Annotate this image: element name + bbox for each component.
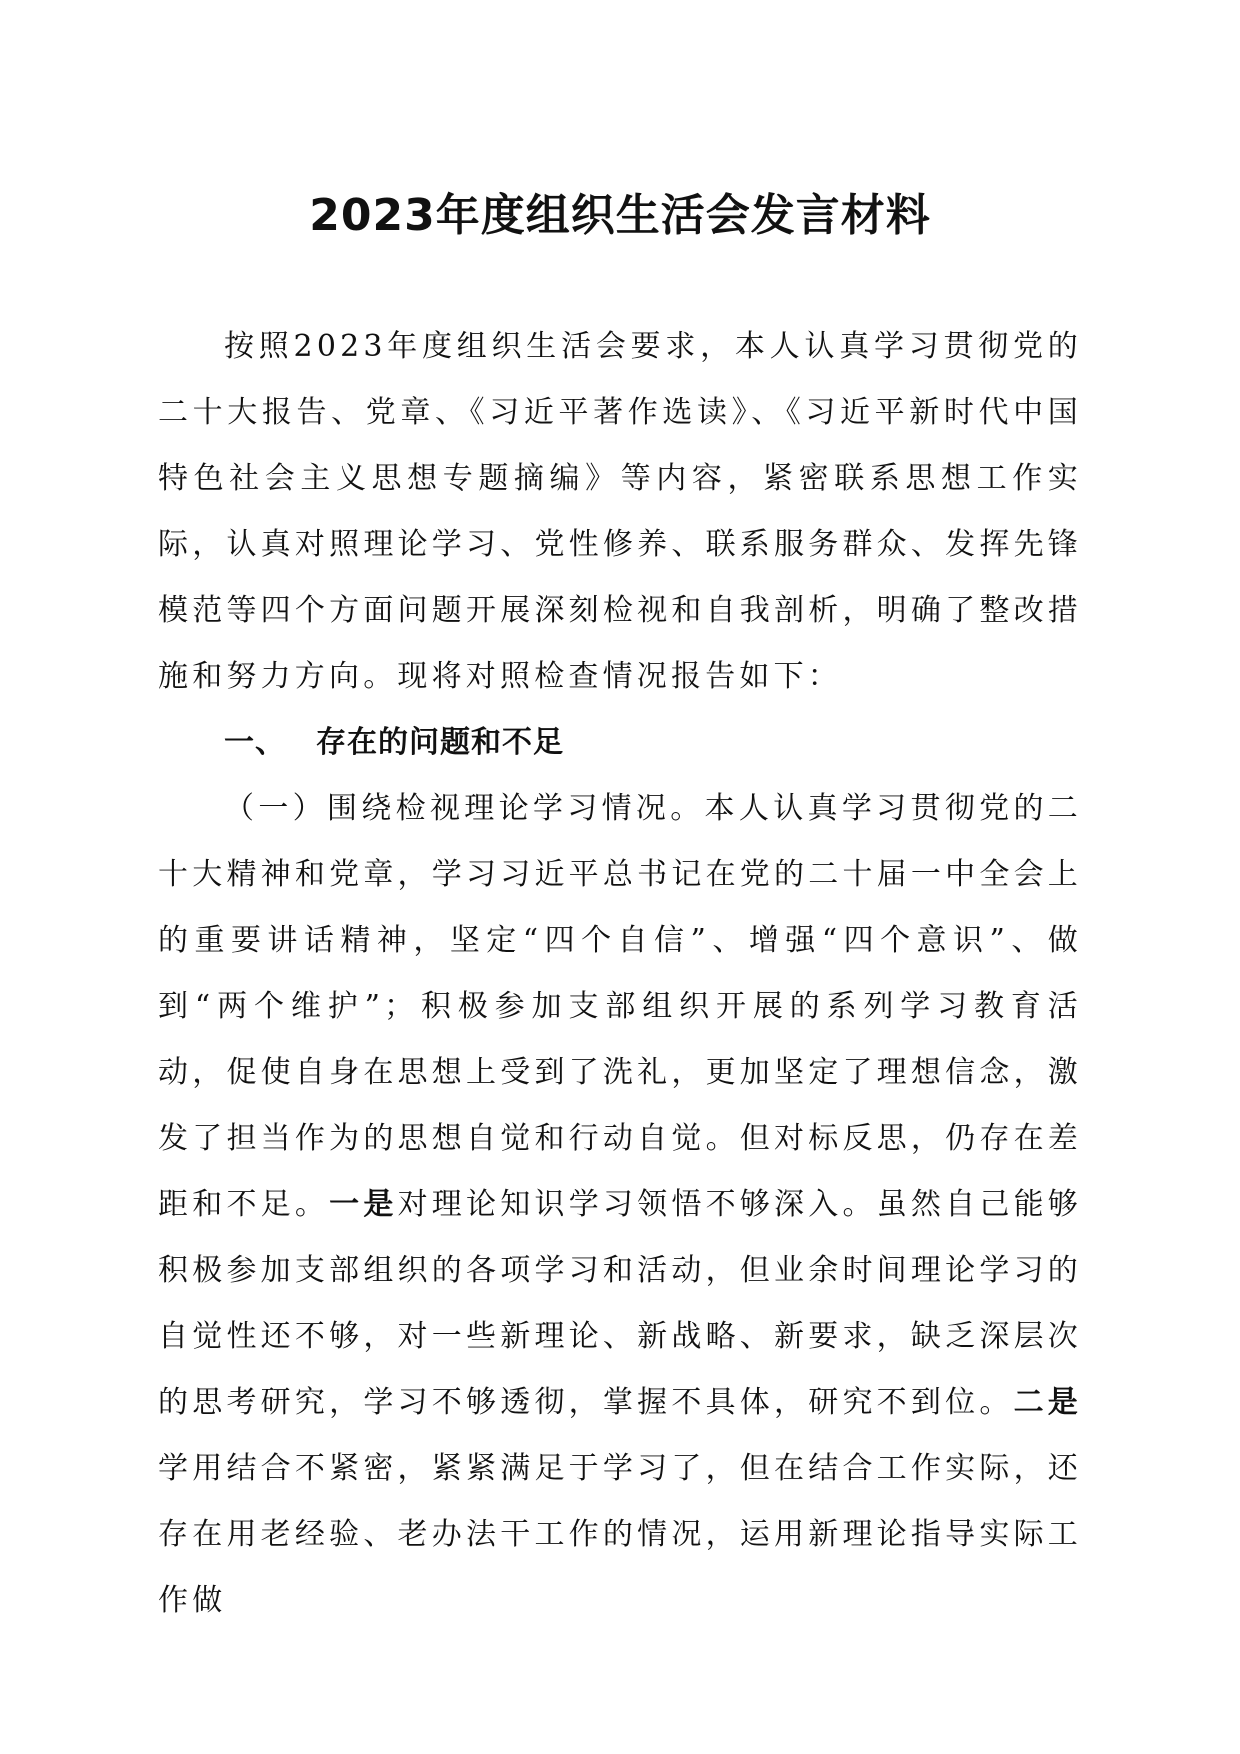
subsection-text: （一）围绕检视理论学习情况。本人认真学习贯彻党的二十大精神和党章，学习习近平总书记在党的二十届一中全会上的重要讲话精神，坚定“四个自信”、增强“四个意识”、做到“两个维护”；积极参加支部组织开展的系列学习教育活动，促使自身在思想上受到了洗礼，更加坚定了理想信念，激发了担当作为的思想自觉和行动自觉。但对标反思，仍存在差距和不足。	[158, 791, 1082, 1222]
intro-paragraph: 按照2023年度组织生活会要求，本人认真学习贯彻党的二十大报告、党章、《习近平著作选读》、《习近平新时代中国特色社会主义思想专题摘编》等内容，紧密联系思想工作实际，认真对照理论学习、党性修养、联系服务群众、发挥先锋模范等四个方面问题开展深刻检视和自我剖析，明确了整改措施和努力方向。现将对照检查情况报告如下：	[158, 329, 1082, 694]
section-title: 存在的问题和不足	[316, 725, 564, 760]
section-number: 一、	[224, 725, 286, 760]
point-text-2: 学用结合不紧密，紧紧满足于学习了，但在结合工作实际，还存在用老经验、老办法干工作的情况，运用新理论指导实际工作做	[158, 1451, 1082, 1618]
section-heading	[158, 710, 1082, 776]
subsection-paragraph	[158, 776, 1082, 1634]
document-body	[158, 314, 1082, 1634]
point-text-1: 对理论知识学习领悟不够深入。虽然自己能够积极参加支部组织的各项学习和活动，但业余时间理论学习的自觉性还不够，对一些新理论、新战略、新要求，缺乏深层次的思考研究，学习不够透彻，掌握不具体，研究不到位。	[158, 1187, 1083, 1420]
point-label-1: 一是	[329, 1187, 398, 1222]
point-label-2: 二是	[1013, 1385, 1083, 1420]
document-title: 2023年度组织生活会发言材料	[309, 190, 931, 241]
